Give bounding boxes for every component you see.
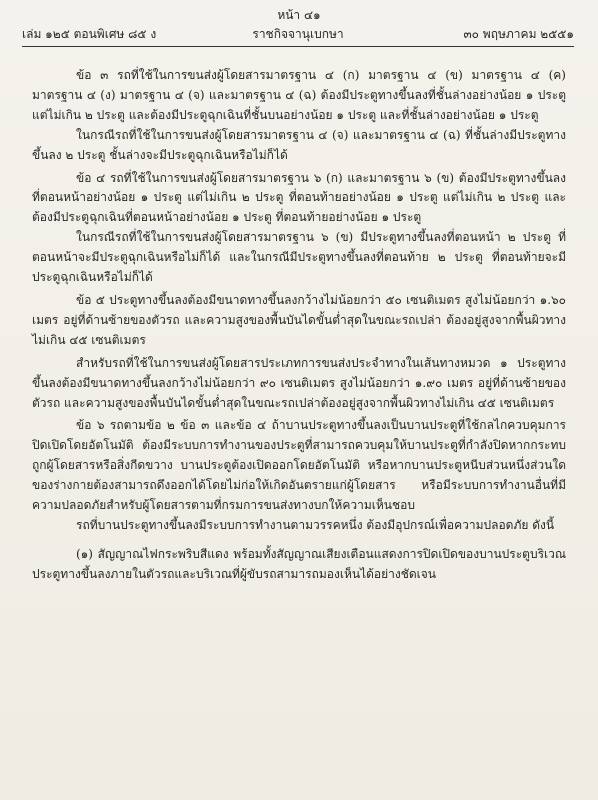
publication-date: ๓๐ พฤษภาคม ๒๕๕๑ xyxy=(463,27,574,41)
paragraph-clause-4-exception: ในกรณีรถที่ใช้ในการขนส่งผู้โดยสารมาตรฐาน ๖ (ข) มีประตูทางขึ้นลงที่ตอนหน้า ๒ ประตู ที่ตอนหน้าจะมีประตูฉุกเฉินหรือไม่ก็ได้ และในกรณีมีประตูทางขึ้นลงที่ตอนท้าย ๒ ประตู ที่ตอนท้ายจะมีประตูฉุกเฉินหรือไม่ก็ได้ xyxy=(32,230,566,285)
paragraph-clause-5-route: สำหรับรถที่ใช้ในการขนส่งผู้โดยสารประเภทการขนส่งประจำทางในเส้นทางหมวด ๑ ประตูทางขึ้นลงต้องมีขนาดทางขึ้นลงกว้างไม่น้อยกว่า ๙๐ เซนติเมตร สูงไม่น้อยกว่า ๑.๙๐ เมตร อยู่ที่ด้านซ้ายของตัวรถ และความสูงของพื้นบันไดขั้นต่ำสุดในขณะรถเปล่าต้องอยู่สูงจากพื้นผิวทางไม่เกิน ๔๕ เซนติเมตร xyxy=(32,355,566,410)
paragraph-clause-6: ข้อ ๖ รถตามข้อ ๒ ข้อ ๓ และข้อ ๔ ถ้าบานประตูทางขึ้นลงเป็นบานประตูที่ใช้กลไกควบคุมการปิดเปิดโดยอัตโนมัติ ต้องมีระบบการทำงานของประตูที่สามารถควบคุมให้บานประตูที่กำลังปิดหากกระทบถูกผู้โดยสารหรือสิ่งกีดขวาง บานประตูต้องเปิดออกโดยอัตโนมัติ หรือหากบานประตูหนีบส่วนหนึ่งส่วนใดของร่างกายต้องสามารถดึงออกได้โดยไม่ก่อให้เกิดอันตรายแก่ผู้โดยสาร หรือมีระบบการทำงานอื่นที่มีความปลอดภัยสำหรับผู้โดยสารตามที่กรมการขนส่งทางบกให้ความเห็นชอบ xyxy=(32,418,566,513)
header-divider xyxy=(22,46,574,47)
volume-issue: เล่ม ๑๒๕ ตอนพิเศษ ๘๕ ง xyxy=(22,27,157,41)
paragraph-clause-4: ข้อ ๔ รถที่ใช้ในการขนส่งผู้โดยสารมาตรฐาน ๖ (ก) และมาตรฐาน ๖ (ข) ต้องมีประตูทางขึ้นลงที่ตอนหน้าอย่างน้อย ๑ ประตู แต่ไม่เกิน ๒ ประตู ที่ตอนท้ายอย่างน้อย ๑ ประตู แต่ไม่เกิน ๒ ประตู และต้องมีประตูฉุกเฉินที่ตอนหน้าอย่างน้อย ๑ ประตู ที่ตอนท้ายอย่างน้อย ๑ ประตู xyxy=(32,170,566,225)
paragraph-clause-5: ข้อ ๕ ประตูทางขึ้นลงต้องมีขนาดทางขึ้นลงกว้างไม่น้อยกว่า ๕๐ เซนติเมตร สูงไม่น้อยกว่า ๑.๖๐ เมตร อยู่ที่ด้านซ้ายของตัวรถ และความสูงของพื้นบันไดขั้นต่ำสุดในขณะรถเปล่า ต้องอยู่สูงจากพื้นผิวทางไม่เกิน ๔๕ เซนติเมตร xyxy=(32,292,566,347)
header-row xyxy=(22,25,574,43)
document-body xyxy=(32,66,566,585)
page-number: หน้า ๔๑ xyxy=(277,8,321,22)
paragraph-clause-6-devices: รถที่บานประตูทางขึ้นลงมีระบบการทำงานตามวรรคหนึ่ง ต้องมีอุปกรณ์เพื่อความปลอดภัย ดังนี้ xyxy=(76,517,555,532)
paragraph-clause-3-exception: ในกรณีรถที่ใช้ในการขนส่งผู้โดยสารมาตรฐาน ๔ (จ) และมาตรฐาน ๔ (ฉ) ที่ชั้นล่างมีประตูทางขึ้นลง ๒ ประตู ชั้นล่างจะมีประตูฉุกเฉินหรือไม่ก็ได้ xyxy=(32,127,566,162)
paragraph-clause-3: ข้อ ๓ รถที่ใช้ในการขนส่งผู้โดยสารมาตรฐาน ๔ (ก) มาตรฐาน ๔ (ข) มาตรฐาน ๔ (ค) มาตรฐาน ๔ (ง) มาตรฐาน ๔ (จ) และมาตรฐาน ๔ (ฉ) ต้องมีประตูทางขึ้นลงที่ชั้นล่างอย่างน้อย ๑ ประตู แต่ไม่เกิน ๒ ประตู และต้องมีประตูฉุกเฉินที่ชั้นบนอย่างน้อย ๑ ประตู และที่ชั้นล่างอย่างน้อย ๑ ประตู xyxy=(32,68,566,122)
gazette-name: ราชกิจจานุเบกษา xyxy=(252,27,344,41)
list-item-1: (๑) สัญญาณไฟกระพริบสีแดง พร้อมทั้งสัญญาณเสียงเตือนแสดงการปิดเปิดของบานประตูบริเวณประตูทางขึ้นลงภายในตัวรถและบริเวณที่ผู้ขับรถสามารถมองเห็นได้อย่างชัดเจน xyxy=(32,546,566,581)
